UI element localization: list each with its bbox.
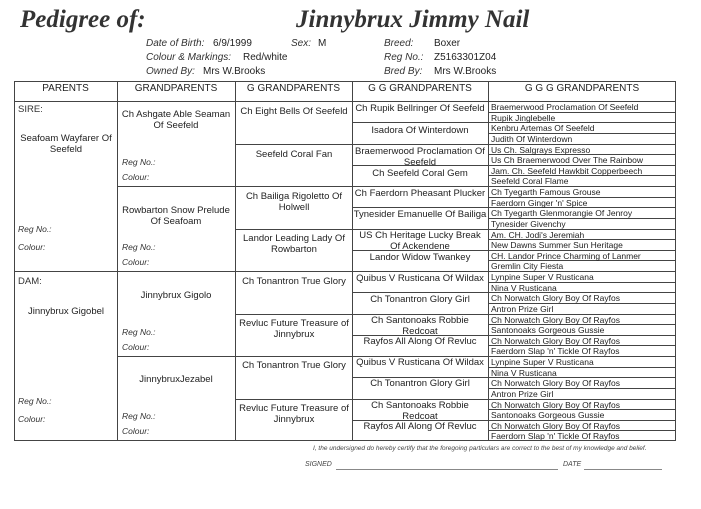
ggg-grandparent-name: Nina V Rusticana [491, 368, 557, 378]
signature-line[interactable] [336, 469, 558, 470]
g-grandparent-name: Ch Bailiga Rigoletto Of Holwell [245, 191, 343, 213]
sex-value: M [318, 38, 327, 49]
sire-colour-label: Colour: [18, 242, 46, 252]
signed-label: SIGNED [305, 461, 332, 468]
gg-grandparent-name: Ch Tonantron Glory Girl [370, 378, 470, 389]
column-divider [117, 81, 118, 441]
colour-field-label: Colour: [122, 342, 150, 352]
column-header-parents: PARENTS [42, 83, 89, 94]
gg-grandparent-name: Quibus V Rusticana Of Wildax [356, 357, 484, 368]
g-grandparent-name: Revluc Future Treasure of Jinnybrux [239, 318, 349, 340]
ggg-grandparent-name: Kenbru Artemas Of Seefeld [491, 123, 595, 133]
page-title: Pedigree of: [20, 6, 146, 33]
column-header-grandparents: GRANDPARENTS [134, 83, 218, 94]
ggg-grandparent-name: Tynesider Givenchy [491, 219, 566, 229]
reg-value: Z5163301Z04 [434, 52, 497, 63]
dog-name: Jinnybrux Jimmy Nail [296, 6, 530, 33]
colour-value: Red/white [243, 52, 288, 63]
colour-field-label: Colour: [122, 257, 150, 267]
g-grandparent-name: Ch Tonantron True Glory [242, 276, 346, 287]
ggg-grandparent-name: Ch Tyegarth Glenmorangie Of Jenroy [491, 208, 633, 218]
sire-label: SIRE: [18, 104, 43, 115]
sex-label: Sex: [291, 38, 312, 49]
ggg-grandparent-name: Us Ch Braemerwood Over The Rainbow [491, 155, 643, 165]
gg-grandparent-name: US Ch Heritage Lucky Break Of Ackendene [359, 230, 481, 252]
ggg-grandparent-name: Faerdorn Slap 'n' Tickle Of Rayfos [491, 346, 620, 356]
ggg-grandparent-name: Lynpine Super V Rusticana [491, 272, 594, 282]
ggg-grandparent-name: Santonoaks Gorgeous Gussie [491, 410, 605, 420]
ggg-grandparent-name: Faerdorn Ginger 'n' Spice [491, 198, 588, 208]
gg-grandparent-name: Ch Tonantron Glory Girl [370, 294, 470, 305]
ggg-grandparent-name: Judith Of Winterdown [491, 134, 573, 144]
g-grandparent-name: Ch Tonantron True Glory [242, 360, 346, 371]
colour-field-label: Colour: [122, 426, 150, 436]
column-header-ggg-grandparents: G G G GRANDPARENTS [524, 83, 640, 94]
dam-reg-label: Reg No.: [18, 396, 52, 406]
ggg-grandparent-name: Braemerwood Proclamation Of Seefeld [491, 102, 639, 112]
column-divider [488, 81, 489, 441]
gg-grandparent-name: Isadora Of Winterdown [371, 125, 469, 136]
ggg-grandparent-name: Antron Prize Girl [491, 304, 554, 314]
column-header-g-grandparents: G GRANDPARENTS [246, 83, 341, 94]
grandparent-name: Ch Ashgate Able Seaman Of Seefeld [121, 109, 231, 131]
ggg-grandparent-name: Ch Norwatch Glory Boy Of Rayfos [491, 293, 620, 303]
gg-grandparent-name: Ch Santonoaks Robbie Redcoat [371, 400, 469, 422]
gg-grandparent-name: Ch Rupik Bellringer Of Seefeld [355, 103, 485, 114]
dam-colour-label: Colour: [18, 414, 46, 424]
grandparent-name: Rowbarton Snow Prelude Of Seafoam [122, 205, 230, 227]
reg-label: Reg No.: [384, 52, 424, 63]
reg-no-label: Reg No.: [122, 327, 156, 337]
column-header-gg-grandparents: G G GRANDPARENTS [368, 83, 472, 94]
gg-grandparent-name: Rayfos All Along Of Revluc [363, 336, 477, 347]
ggg-grandparent-name: Am. CH. Jodi's Jeremiah [491, 230, 585, 240]
grandparent-name: Jinnybrux Gigolo [140, 290, 212, 301]
gg-grandparent-name: Rayfos All Along Of Revluc [363, 421, 477, 432]
certification-text: I, the undersigned do hereby certify that the foregoing particulars are correct to the best of my knowledge and belief. [313, 445, 647, 452]
g-grandparent-name: Ch Eight Bells Of Seefeld [240, 106, 348, 117]
ggg-grandparent-name: Us Ch. Salgrays Expresso [491, 145, 591, 155]
dob-label: Date of Birth: [146, 38, 205, 49]
sire-reg-label: Reg No.: [18, 224, 52, 234]
ggg-grandparent-name: New Dawns Summer Sun Heritage [491, 240, 623, 250]
gg-grandparent-name: Braemerwood Proclamation Of Seefeld [355, 146, 485, 168]
owned-value: Mrs W.Brooks [203, 66, 266, 77]
sire-name: Seafoam Wayfarer Of Seefeld [20, 133, 112, 155]
dam-name: Jinnybrux Gigobel [27, 306, 105, 317]
dob-value: 6/9/1999 [213, 38, 252, 49]
colour-field-label: Colour: [122, 172, 150, 182]
bred-value: Mrs W.Brooks [434, 66, 497, 77]
ggg-grandparent-name: Ch Norwatch Glory Boy Of Rayfos [491, 400, 620, 410]
ggg-grandparent-name: Seefeld Coral Flame [491, 176, 569, 186]
g-grandparent-name: Revluc Future Treasure of Jinnybrux [239, 403, 349, 425]
reg-no-label: Reg No.: [122, 157, 156, 167]
g-grandparent-name: Landor Leading Lady Of Rowbarton [243, 233, 345, 255]
ggg-grandparent-name: Jam. Ch. Seefeld Hawkbit Copperbeech [491, 166, 643, 176]
colour-label: Colour & Markings: [146, 52, 232, 63]
ggg-grandparent-name: Ch Norwatch Glory Boy Of Rayfos [491, 336, 620, 346]
ggg-grandparent-name: Ch Norwatch Glory Boy Of Rayfos [491, 315, 620, 325]
gg-grandparent-name: Quibus V Rusticana Of Wildax [356, 273, 484, 284]
grandparent-name: JinnybruxJezabel [139, 374, 213, 385]
reg-no-label: Reg No.: [122, 411, 156, 421]
date-label: DATE [563, 461, 582, 468]
ggg-grandparent-name: CH. Landor Prince Charming of Lanmer [491, 251, 641, 261]
ggg-grandparent-name: Ch Norwatch Glory Boy Of Rayfos [491, 378, 620, 388]
gg-grandparent-name: Landor Widow Twankey [369, 252, 471, 263]
ggg-grandparent-name: Lynpine Super V Rusticana [491, 357, 594, 367]
ggg-grandparent-name: Ch Norwatch Glory Boy Of Rayfos [491, 421, 620, 431]
bred-label: Bred By: [384, 66, 423, 77]
ggg-grandparent-name: Nina V Rusticana [491, 283, 557, 293]
g-grandparent-name: Seefeld Coral Fan [255, 149, 333, 160]
gg-grandparent-name: Ch Seefeld Coral Gem [372, 168, 468, 179]
column-divider [235, 81, 236, 441]
ggg-grandparent-name: Ch Tyegarth Famous Grouse [491, 187, 601, 197]
dam-label: DAM: [18, 276, 42, 287]
gg-grandparent-name: Ch Faerdorn Pheasant Plucker [354, 188, 486, 199]
reg-no-label: Reg No.: [122, 242, 156, 252]
ggg-grandparent-name: Antron Prize Girl [491, 389, 554, 399]
gg-grandparent-name: Ch Santonoaks Robbie Redcoat [371, 315, 469, 337]
owned-label: Owned By: [146, 66, 195, 77]
ggg-grandparent-name: Gremlin City Fiesta [491, 261, 564, 271]
ggg-grandparent-name: Rupik Jinglebelle [491, 113, 556, 123]
date-line[interactable] [584, 469, 662, 470]
gg-grandparent-name: Tynesider Emanuelle Of Bailiga [353, 209, 487, 220]
ggg-grandparent-name: Faerdorn Slap 'n' Tickle Of Rayfos [491, 431, 620, 441]
ggg-grandparent-name: Santonoaks Gorgeous Gussie [491, 325, 605, 335]
breed-value: Boxer [434, 38, 461, 49]
breed-label: Breed: [384, 38, 414, 49]
